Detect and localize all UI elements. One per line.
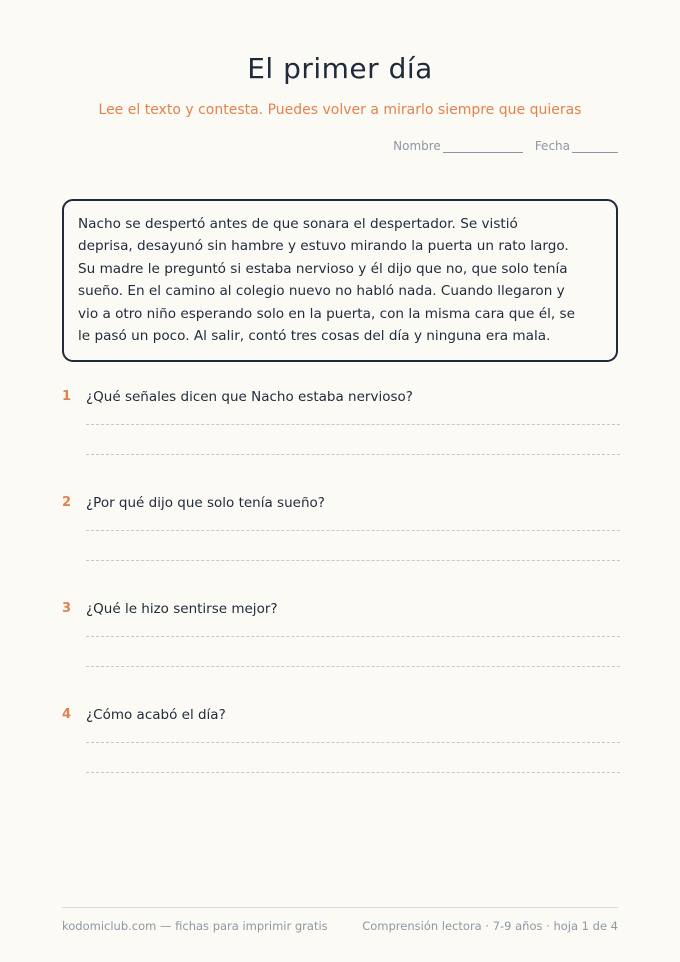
story-line: le pasó un poco. Al salir, contó tres cosas del día y ninguna era mala. bbox=[78, 328, 551, 345]
answer-line[interactable] bbox=[86, 742, 620, 743]
name-date-fields bbox=[393, 139, 618, 153]
answer-line[interactable] bbox=[86, 454, 620, 455]
question-number: 4 bbox=[62, 707, 72, 722]
question-text: ¿Qué le hizo sentirse mejor? bbox=[86, 601, 278, 617]
story-line: deprisa, desayunó sin hambre y estuvo mirando la puerta un rato largo. bbox=[78, 238, 569, 255]
page-title: El primer día bbox=[247, 52, 433, 85]
story-line: sueño. En el camino al colegio nuevo no habló nada. Cuando llegaron y bbox=[78, 283, 565, 300]
question-text: ¿Por qué dijo que solo tenía sueño? bbox=[86, 495, 325, 511]
answer-line[interactable] bbox=[86, 424, 620, 425]
footer-info: Comprensión lectora · 7-9 años · hoja 1 de 4 bbox=[362, 919, 618, 933]
story-line: Su madre le preguntó si estaba nervioso y él dijo que no, que solo tenía bbox=[78, 260, 568, 277]
name-label: Nombre bbox=[393, 139, 441, 153]
answer-line[interactable] bbox=[86, 636, 620, 637]
question-number: 3 bbox=[62, 601, 72, 616]
footer-site: kodomiclub.com — fichas para imprimir gratis bbox=[62, 919, 328, 933]
footer-divider bbox=[62, 907, 618, 908]
question-text: ¿Cómo acabó el día? bbox=[86, 707, 226, 723]
answer-line[interactable] bbox=[86, 772, 620, 773]
answer-line[interactable] bbox=[86, 530, 620, 531]
date-blank[interactable] bbox=[572, 142, 618, 153]
question-number: 2 bbox=[62, 495, 72, 510]
story-box bbox=[62, 199, 618, 362]
question-number: 1 bbox=[62, 389, 72, 404]
name-blank[interactable] bbox=[443, 142, 523, 153]
answer-line[interactable] bbox=[86, 560, 620, 561]
page-subtitle: Lee el texto y contesta. Puedes volver a mirarlo siempre que quieras bbox=[98, 102, 582, 118]
date-label: Fecha bbox=[534, 139, 570, 153]
story-line: Nacho se despertó antes de que sonara el despertador. Se vistió bbox=[78, 216, 518, 232]
answer-line[interactable] bbox=[86, 666, 620, 667]
story-line: vio a otro niño esperando solo en la puerta, con la misma cara que él, se bbox=[78, 305, 575, 322]
question-text: ¿Qué señales dicen que Nacho estaba nervioso? bbox=[86, 389, 413, 405]
